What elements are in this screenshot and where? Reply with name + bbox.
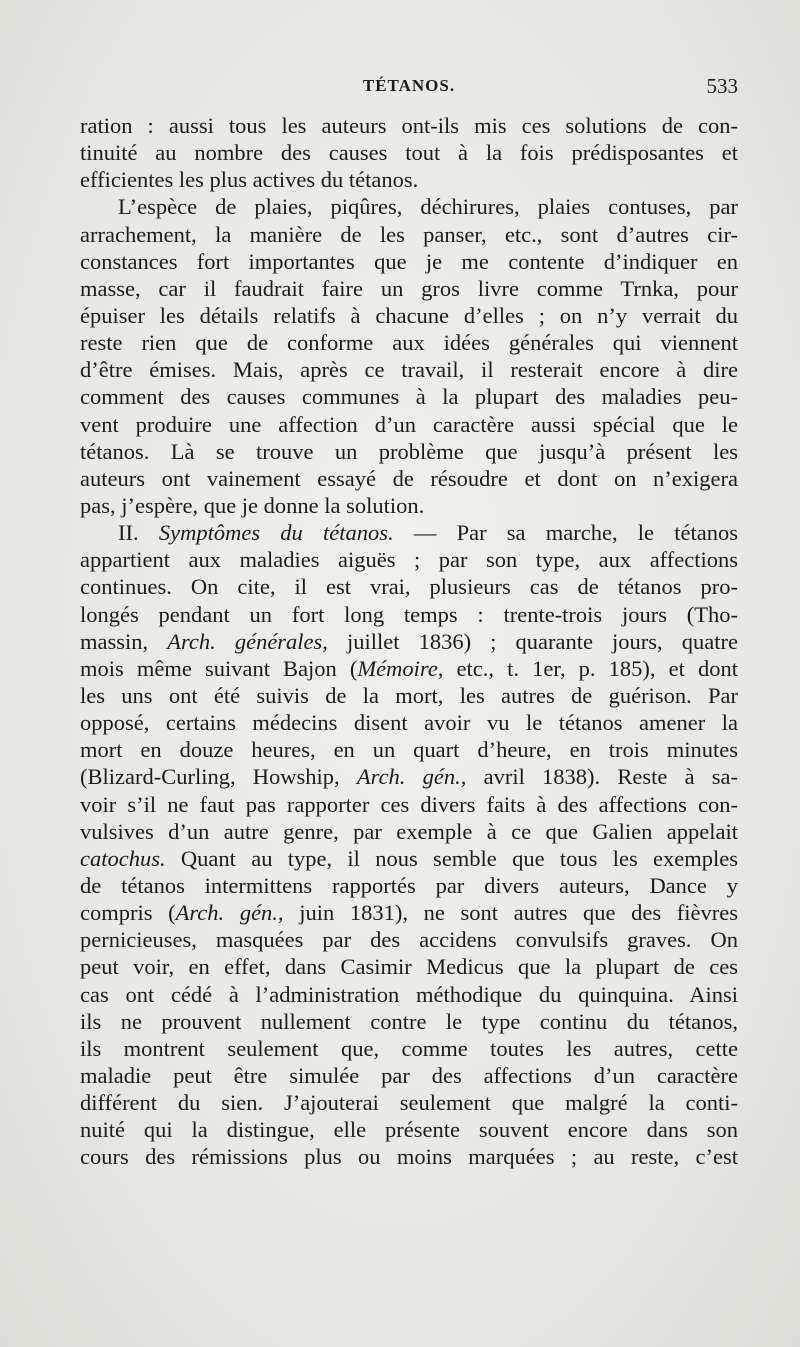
text-line	[80, 682, 738, 709]
text-line	[80, 655, 738, 682]
text-line	[80, 628, 738, 655]
text-segment: compris (	[80, 900, 176, 926]
text-segment: opposé, certains médecins disent avoir vu le tétanos amener la	[80, 710, 738, 736]
text-segment: maladie peut être simulée par des affections d’un caractère	[80, 1062, 738, 1088]
text-line	[80, 1062, 738, 1089]
text-segment: longés pendant un fort long temps : trente-trois jours (Tho-	[80, 601, 738, 627]
page-number: 533	[706, 74, 738, 98]
text-line	[80, 1116, 738, 1143]
text-segment: masse, car il faudrait faire un gros livre comme Trnka, pour	[80, 275, 738, 301]
text-line	[80, 383, 738, 410]
text-line	[80, 899, 738, 926]
text-segment: II.	[118, 520, 159, 546]
text-segment: tétanos. Là se trouve un problème que jusqu’à présent les	[80, 438, 738, 464]
text-segment: différent du sien. J’ajouterai seulement que malgré la conti-	[80, 1090, 738, 1116]
text-segment: — Par sa marche, le tétanos	[393, 520, 738, 546]
text-line	[80, 275, 738, 302]
text-line	[80, 736, 738, 763]
page-header	[80, 72, 738, 102]
citation: Arch. gén.,	[356, 764, 467, 790]
text-segment: cours des rémissions plus ou moins marquées ; au reste, c’est	[80, 1144, 738, 1170]
text-segment: appartient aux maladies aiguës ; par son type, aux affections	[80, 547, 738, 573]
text-segment: Quant au type, il nous semble que tous les exemples	[165, 845, 738, 871]
paragraph-first-line	[80, 193, 738, 220]
text-line	[80, 302, 738, 329]
text-line	[80, 112, 738, 139]
text-line	[80, 465, 738, 492]
text-segment: pernicieuses, masquées par des accidens convulsifs graves. On	[80, 927, 738, 953]
text-segment: L’espèce de plaies, piqûres, déchirures, plaies contuses, par	[118, 194, 738, 220]
text-segment: ils montrent seulement que, comme toutes les autres, cette	[80, 1035, 738, 1061]
text-segment: reste rien que de conforme aux idées générales qui viennent	[80, 330, 738, 356]
text-line	[80, 248, 738, 275]
text-line	[80, 221, 738, 248]
running-title: TÉTANOS.	[362, 76, 456, 95]
text-line	[80, 763, 738, 790]
text-segment: vulsives d’un autre genre, par exemple à ce que Galien appelait	[80, 818, 738, 844]
text-line	[80, 953, 738, 980]
text-segment: cas ont cédé à l’administration méthodique du quinquina. Ainsi	[80, 981, 738, 1007]
text-segment: auteurs ont vainement essayé de résoudre et dont on n’exigera	[80, 465, 738, 491]
text-line	[80, 1089, 738, 1116]
text-line	[80, 845, 738, 872]
text-segment: mois même suivant Bajon (	[80, 655, 358, 681]
text-segment: mort en douze heures, en un quart d’heure, en trois minutes	[80, 737, 738, 763]
text-segment: voir s’il ne faut pas rapporter ces divers faits à des affections con-	[80, 791, 738, 817]
text-line	[80, 166, 738, 193]
text-line	[80, 546, 738, 573]
text-segment: vent produire une affection d’un caractère aussi spécial que le	[80, 411, 738, 437]
text-line	[80, 329, 738, 356]
text-segment: massin,	[80, 628, 168, 654]
text-line	[80, 139, 738, 166]
citation: Mémoire,	[357, 655, 444, 681]
text-segment: avril 1838). Reste à sa-	[466, 764, 738, 790]
text-line	[80, 926, 738, 953]
text-segment: comment des causes communes à la plupart des maladies peu-	[80, 384, 738, 410]
text-segment: peut voir, en effet, dans Casimir Medicus que la plupart de ces	[80, 954, 738, 980]
text-segment: etc., t. 1er, p. 185), et dont	[443, 655, 738, 681]
text-line	[80, 411, 738, 438]
latin-term: catochus.	[80, 845, 166, 871]
text-line	[80, 1143, 738, 1170]
text-segment: ils ne prouvent nullement contre le type continu du tétanos,	[80, 1008, 738, 1034]
text-segment: efficientes les plus actives du tétanos.	[80, 167, 419, 193]
text-line	[80, 872, 738, 899]
section-heading-line	[80, 519, 738, 546]
citation: Arch. générales,	[167, 628, 328, 654]
text-segment: les uns ont été suivis de la mort, les autres de guérison. Par	[80, 682, 738, 708]
text-segment: constances fort importantes que je me contente d’indiquer en	[80, 248, 738, 274]
text-segment: épuiser les détails relatifs à chacune d’elles ; on n’y verrait du	[80, 302, 738, 328]
text-segment: arrachement, la manière de les panser, etc., sont d’autres cir-	[80, 221, 738, 247]
text-segment: (Blizard-Curling, Howship,	[80, 764, 357, 790]
text-line	[80, 1008, 738, 1035]
text-segment: d’être émises. Mais, après ce travail, il resterait encore à dire	[80, 357, 738, 383]
text-segment: continues. On cite, il est vrai, plusieurs cas de tétanos pro-	[80, 574, 738, 600]
section-title: Symptômes du tétanos.	[158, 520, 394, 546]
text-line	[80, 601, 738, 628]
text-segment: juin 1831), ne sont autres que des fièvres	[283, 900, 738, 926]
text-line	[80, 981, 738, 1008]
text-segment: tinuité au nombre des causes tout à la fois prédisposantes et	[80, 140, 738, 166]
text-line	[80, 438, 738, 465]
text-line	[80, 1035, 738, 1062]
text-segment: pas, j’espère, que je donne la solution.	[80, 492, 425, 518]
text-line	[80, 709, 738, 736]
text-segment: de tétanos intermittens rapportés par divers auteurs, Dance y	[80, 872, 738, 898]
text-line	[80, 818, 738, 845]
text-segment: juillet 1836) ; quarante jours, quatre	[327, 628, 738, 654]
text-line	[80, 791, 738, 818]
text-line	[80, 573, 738, 600]
text-line	[80, 356, 738, 383]
text-line	[80, 492, 738, 519]
text-segment: ration : aussi tous les auteurs ont-ils mis ces solutions de con-	[80, 113, 738, 138]
citation: Arch. gén.,	[175, 900, 284, 926]
body-text	[80, 112, 738, 1170]
text-segment: nuité qui la distingue, elle présente souvent encore dans son	[80, 1117, 738, 1143]
